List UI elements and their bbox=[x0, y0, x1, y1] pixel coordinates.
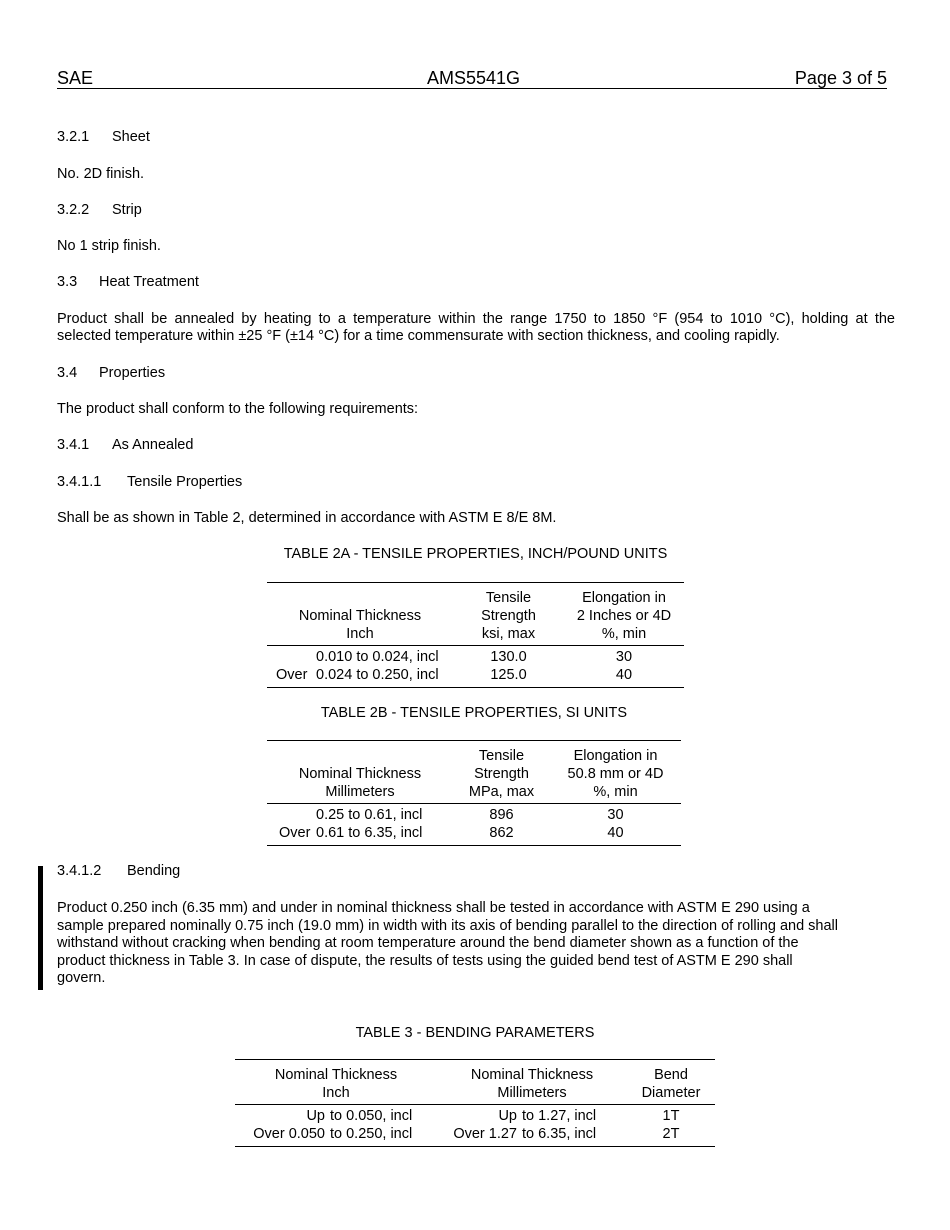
table-3-inch-cell: Over 0.050 to 0.250, incl bbox=[235, 1125, 437, 1147]
section-3-2-2-text: No 1 strip finish. bbox=[57, 238, 161, 254]
table-2b-thickness-cell: 0.25 to 0.61, incl bbox=[316, 807, 423, 823]
table-2a-elongation-cell: 30 bbox=[615, 649, 633, 665]
table-2a-elongation-cell: 40 bbox=[564, 666, 684, 688]
section-3-2-2-heading: 3.2.2 Strip bbox=[57, 202, 142, 218]
section-3-4-1-1-heading: 3.4.1.1 Tensile Properties bbox=[57, 474, 243, 490]
table-2a bbox=[267, 582, 684, 688]
table-3-mm-cell: Up to 1.27, incl bbox=[498, 1108, 597, 1124]
table-row bbox=[235, 1125, 715, 1147]
table-2b-header-cell: 50.8 mm or 4D bbox=[567, 766, 664, 782]
table-2b-header-cell: %, min bbox=[550, 783, 681, 804]
table-2b-strength-cell: 896 bbox=[489, 807, 514, 823]
section-3-4-text: The product shall conform to the following requirements: bbox=[57, 401, 419, 417]
section-3-4-1-1-text: Shall be as shown in Table 2, determined in accordance with ASTM E 8/E 8M. bbox=[57, 510, 557, 526]
table-3-header-cell: Bend bbox=[627, 1060, 715, 1085]
table-row bbox=[267, 646, 684, 667]
table-2a-header-cell: Tensile bbox=[453, 583, 564, 608]
table-2a-header-cell bbox=[267, 583, 453, 608]
table-3-bend-cell: 2T bbox=[627, 1125, 715, 1147]
table-2b-header-cell: Nominal Thickness bbox=[298, 766, 422, 782]
section-3-4-1-2-line-2: sample prepared nominally 0.75 inch (19.0 mm) in width with its axis of bending parallel to the direction of rolling and shall bbox=[57, 917, 838, 934]
table-2b-strength-cell: 862 bbox=[453, 824, 550, 846]
section-3-4-1-2-line-5: govern. bbox=[57, 970, 106, 986]
table-row bbox=[267, 824, 681, 846]
table-3-mm-cell: Over 1.27 to 6.35, incl bbox=[437, 1125, 627, 1147]
table-2a-thickness-cell: Over 0.024 to 0.250, incl bbox=[267, 666, 453, 688]
table-3-header-cell: Nominal Thickness bbox=[235, 1060, 437, 1085]
table-2a-strength-cell: 125.0 bbox=[453, 666, 564, 688]
section-3-4-1-2-line-4: product thickness in Table 3. In case of dispute, the results of tests using the guided bend test of ASTM E 290 shall bbox=[57, 952, 793, 969]
table-2b-elongation-cell: 40 bbox=[550, 824, 681, 846]
table-3-header-cell: Diameter bbox=[627, 1084, 715, 1105]
section-3-4-1-heading: 3.4.1 As Annealed bbox=[57, 437, 194, 453]
table-2b-header-cell: MPa, max bbox=[453, 783, 550, 804]
table-2a-header-cell: Nominal Thickness bbox=[298, 608, 422, 624]
header-page-number: Page 3 of 5 bbox=[794, 68, 887, 88]
section-3-3-line-1: Product shall be annealed by heating to a temperature within the range 1750 to 1850 °F (954 to 1010 °C), holding at the bbox=[57, 311, 895, 327]
table-2b-header-cell: Tensile bbox=[453, 741, 550, 766]
table-2a-header-cell: %, min bbox=[564, 625, 684, 646]
table-row bbox=[235, 1105, 715, 1126]
revision-change-bar bbox=[38, 866, 43, 990]
section-3-4-heading: 3.4 Properties bbox=[57, 365, 166, 381]
table-2a-header-cell: Strength bbox=[481, 608, 536, 624]
table-2b-header-cell: Millimeters bbox=[267, 783, 453, 804]
table-2a-header-cell: 2 Inches or 4D bbox=[576, 608, 672, 624]
section-3-4-1-2-line-3: withstand without cracking when bending at room temperature around the bend diameter shown as a function of the bbox=[57, 935, 799, 951]
table-2a-header-cell: ksi, max bbox=[453, 625, 564, 646]
table-2b-header-cell bbox=[267, 741, 453, 766]
table-3-inch-cell: Up to 0.050, incl bbox=[306, 1108, 413, 1124]
table-row bbox=[267, 666, 684, 688]
section-3-2-1-text: No. 2D finish. bbox=[57, 166, 145, 182]
table-3-bend-cell: 1T bbox=[662, 1108, 680, 1124]
table-2a-strength-cell: 130.0 bbox=[490, 649, 527, 665]
table-2b-header-cell: Strength bbox=[474, 766, 529, 782]
table-2a-header-cell: Elongation in bbox=[564, 583, 684, 608]
table-2b-caption: TABLE 2B - TENSILE PROPERTIES, SI UNITS bbox=[320, 705, 628, 721]
section-3-2-1-heading: 3.2.1 Sheet bbox=[57, 129, 150, 145]
table-3-header-cell: Inch bbox=[235, 1084, 437, 1105]
header-rule bbox=[57, 88, 887, 89]
table-2a-caption: TABLE 2A - TENSILE PROPERTIES, INCH/POUND UNITS bbox=[283, 546, 668, 562]
section-3-3-line-2: selected temperature within ±25 °F (±14 °C) for a time commensurate with section thickness, and cooling rapidly. bbox=[57, 328, 780, 344]
table-2a-header-cell: Inch bbox=[267, 625, 453, 646]
table-2b-header-cell: Elongation in bbox=[550, 741, 681, 766]
table-3 bbox=[235, 1059, 715, 1147]
table-2b bbox=[267, 740, 681, 846]
section-3-4-1-2-line-1: Product 0.250 inch (6.35 mm) and under in nominal thickness shall be tested in accordance with ASTM E 290 using a bbox=[57, 900, 810, 916]
table-2b-elongation-cell: 30 bbox=[607, 807, 624, 823]
section-3-3-heading: 3.3 Heat Treatment bbox=[57, 274, 199, 290]
table-2b-thickness-cell: Over 0.61 to 6.35, incl bbox=[267, 824, 453, 846]
table-3-header-cell: Millimeters bbox=[437, 1084, 627, 1105]
table-2a-thickness-cell: 0.010 to 0.024, incl bbox=[316, 649, 439, 665]
section-3-4-1-2-heading: 3.4.1.2 Bending bbox=[57, 863, 181, 879]
table-3-header-cell: Nominal Thickness bbox=[437, 1060, 627, 1085]
header-org: SAE bbox=[57, 68, 94, 88]
table-row bbox=[267, 804, 681, 825]
header-doc-number: AMS5541G bbox=[427, 68, 521, 88]
table-3-caption: TABLE 3 - BENDING PARAMETERS bbox=[355, 1025, 595, 1041]
